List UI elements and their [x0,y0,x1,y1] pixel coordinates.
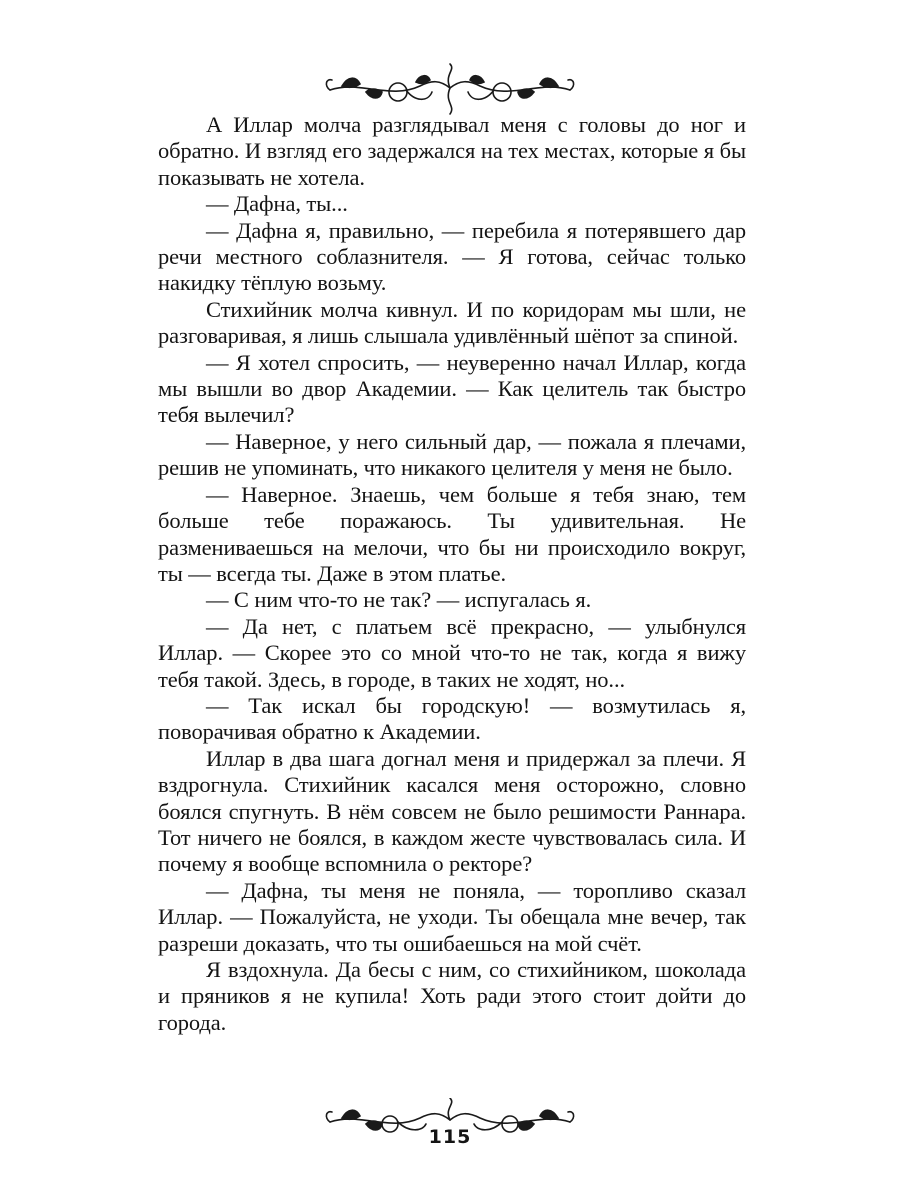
paragraph: — Дафна я, правильно, — перебила я потерявшего дар речи местного соблазнителя. — Я готова, сейчас только накидку тёплую возьму. [158,217,746,296]
paragraph: А Иллар молча разглядывал меня с головы до ног и обратно. И взгляд его задержался на тех местах, которые я бы показывать не хотела. [158,112,746,190]
paragraph: — Так искал бы городскую! — возмутилась я, поворачивая обратно к Академии. [158,692,746,745]
paragraph: — Дафна, ты... [206,191,348,217]
paragraph: — Дафна, ты меня не поняла, — торопливо сказал Иллар. — Пожалуйста, не уходи. Ты обещала мне вечер, так разреши доказать, что ты ошибаешься на мой счёт. [158,877,746,956]
paragraph: — Наверное. Знаешь, чем больше я тебя знаю, тем больше тебе поражаюсь. Ты удивительная. Не размениваешься на мелочи, что бы ни происходило вокруг, ты — всегда ты. Даже в этом платье. [158,481,746,586]
paragraph: — Да нет, с платьем всё прекрасно, — улыбнулся Иллар. — Скорее это со мной что-то не так, когда я вижу тебя такой. Здесь, в городе, в таких не ходят, но... [158,613,746,692]
paragraph: Стихийник молча кивнул. И по коридорам мы шли, не разговаривая, я лишь слышала удивлённый шёпот за спиной. [158,296,746,349]
paragraph: — С ним что-то не так? — испугалась я. [206,587,592,613]
body-text [158,112,746,1036]
paragraph: Я вздохнула. Да бесы с ним, со стихийником, шоколада и пряников я не купила! Хоть ради этого стоит дойти до города. [158,957,746,1035]
paragraph: — Наверное, у него сильный дар, — пожала я плечами, решив не упоминать, что никакого целителя у меня не было. [158,428,746,481]
paragraph: — Я хотел спросить, — неуверенно начал Иллар, когда мы вышли во двор Академии. — Как целитель так быстро тебя вылечил? [158,349,746,428]
page-number: 115 [428,1126,472,1148]
paragraph: Иллар в два шага догнал меня и придержал за плечи. Я вздрогнула. Стихийник касался меня осторожно, словно боялся спугнуть. В нём совсем не было решимости Раннара. Тот ничего не боялся, в каждом жесте чувствовалась сила. И почему я вообще вспомнила о ректоре? [158,745,746,877]
